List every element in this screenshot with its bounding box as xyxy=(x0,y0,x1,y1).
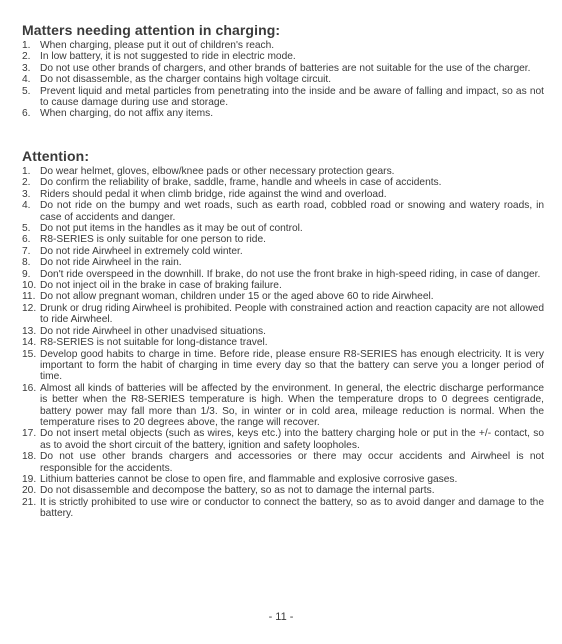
item-text: In low battery, it is not suggested to ride in electric mode. xyxy=(40,51,296,63)
list-item xyxy=(22,51,544,62)
item-number: 2. xyxy=(22,177,31,189)
item-text: Lithium batteries cannot be close to open fire, and flammable and explosive corrosive gases. xyxy=(40,473,458,485)
list-item xyxy=(22,428,544,451)
item-text: Do confirm the reliability of brake, saddle, frame, handle and wheels in case of accidents. xyxy=(40,177,442,189)
item-number: 2. xyxy=(22,51,31,63)
item-text: R8-SERIES is only suitable for one person to ride. xyxy=(40,234,266,246)
item-text: Do not ride Airwheel in extremely cold winter. xyxy=(40,245,243,257)
list-item xyxy=(22,200,544,223)
item-number: 4. xyxy=(22,74,31,86)
list-item xyxy=(22,326,544,337)
item-number: 15. xyxy=(22,348,37,360)
item-number: 8. xyxy=(22,257,31,269)
list-item xyxy=(22,63,544,74)
item-number: 13. xyxy=(22,325,37,337)
item-text: Prevent liquid and metal particles from penetrating into the inside and be aware of falling and impact, so as not to cause damage during use and storage. xyxy=(40,85,544,109)
list-item xyxy=(22,74,544,85)
item-text: Do not allow pregnant woman, children under 15 or the aged above 60 to ride Airwheel. xyxy=(40,291,434,303)
page-number: - 11 - xyxy=(268,611,294,623)
item-text: Do not use other brands of chargers, and other brands of batteries are not suitable for the use of the charger. xyxy=(40,62,531,74)
item-text: Do not ride Airwheel in the rain. xyxy=(40,257,182,269)
list-item xyxy=(22,269,544,280)
item-number: 16. xyxy=(22,382,37,394)
list-item xyxy=(22,337,544,348)
list-item xyxy=(22,451,544,474)
item-text: Do not put items in the handles as it may be out of control. xyxy=(40,223,303,235)
list-item xyxy=(22,474,544,485)
item-number: 5. xyxy=(22,223,31,235)
item-text: Develop good habits to charge in time. Before ride, please ensure R8-SERIES has enough electricity. It is very important to form the habit of charging in time every day so that the battery can serve you a longer period of time. xyxy=(40,348,544,383)
list-item xyxy=(22,108,544,119)
item-number: 1. xyxy=(22,166,31,177)
item-text: Do not use other brands chargers and accessories or there may occur accidents and Airwheel is not responsible for the accidents. xyxy=(40,451,544,474)
item-text: Do not disassemble and decompose the battery, so as not to damage the internal parts. xyxy=(40,485,435,497)
list-item xyxy=(22,383,544,429)
item-number: 3. xyxy=(22,188,31,200)
item-number: 19. xyxy=(22,473,37,485)
list-item xyxy=(22,246,544,257)
item-number: 21. xyxy=(22,496,37,508)
item-number: 3. xyxy=(22,62,31,74)
charging-list xyxy=(22,40,544,120)
item-text: It is strictly prohibited to use wire or conductor to connect the battery, so as to avoid danger and damage to the battery. xyxy=(40,496,544,520)
item-number: 5. xyxy=(22,85,31,97)
item-text: Almost all kinds of batteries will be affected by the environment. In general, the electric discharge performance is better when the R8-SERIES temperature is high. When the temperature drops to 0 degrees centigrade, battery power may fall more than 1/3. So, in winter or in cold area, mileage reduction is normal. When the temperature rises to 20 degrees above, the range will recover. xyxy=(40,382,544,428)
item-number: 4. xyxy=(22,200,31,212)
item-number: 14. xyxy=(22,337,37,349)
item-text: Don't ride overspeed in the downhill. If brake, do not use the front brake in high-speed riding, in case of danger. xyxy=(40,268,541,280)
item-number: 18. xyxy=(22,451,37,463)
item-text: Riders should pedal it when climb bridge, ride against the wind and overload. xyxy=(40,188,387,200)
list-item xyxy=(22,166,544,177)
list-item xyxy=(22,234,544,245)
list-item xyxy=(22,223,544,234)
item-text: When charging, please put it out of children's reach. xyxy=(40,40,275,51)
item-number: 9. xyxy=(22,268,31,280)
item-number: 7. xyxy=(22,245,31,257)
item-number: 10. xyxy=(22,280,37,292)
item-text: R8-SERIES is not suitable for long-distance travel. xyxy=(40,337,268,349)
item-text: Do not disassemble, as the charger contains high voltage circuit. xyxy=(40,74,332,86)
list-item xyxy=(22,177,544,188)
item-text: Do wear helmet, gloves, elbow/knee pads or other necessary protection gears. xyxy=(40,166,395,177)
item-number: 11. xyxy=(22,291,36,303)
list-item xyxy=(22,40,544,51)
item-number: 17. xyxy=(22,428,37,440)
item-text: Do not insert metal objects (such as wires, keys etc.) into the battery charging hole or put in the +/- contact, so as to avoid the short circuit of the battery, ignition and safety loopholes. xyxy=(40,428,544,451)
item-number: 20. xyxy=(22,485,37,497)
list-item xyxy=(22,86,544,109)
item-text: Do not ride Airwheel in other unadvised situations. xyxy=(40,325,266,337)
charging-heading: Matters needing attention in charging: xyxy=(22,22,281,38)
list-item xyxy=(22,485,544,496)
item-text: Do not inject oil in the brake in case of braking failure. xyxy=(40,280,282,292)
item-number: 1. xyxy=(22,40,31,51)
list-item xyxy=(22,349,544,383)
list-item xyxy=(22,280,544,291)
item-text: Drunk or drug riding Airwheel is prohibited. People with constrained action and reaction capacity are not allowed to ride Airwheel. xyxy=(40,302,545,326)
list-item xyxy=(22,189,544,200)
list-item xyxy=(22,257,544,268)
item-number: 6. xyxy=(22,234,31,246)
item-number: 12. xyxy=(22,302,37,314)
attention-heading: Attention: xyxy=(22,148,90,164)
item-number: 6. xyxy=(22,108,31,120)
attention-list xyxy=(22,166,544,520)
charging-section xyxy=(22,22,544,120)
list-item xyxy=(22,291,544,302)
item-text: When charging, do not affix any items. xyxy=(40,108,214,120)
item-text: Do not ride on the bumpy and wet roads, such as earth road, cobbled road or snowing and watery roads, in case of accidents and danger. xyxy=(40,200,544,223)
list-item xyxy=(22,303,544,326)
attention-section xyxy=(22,148,544,520)
list-item xyxy=(22,497,544,520)
